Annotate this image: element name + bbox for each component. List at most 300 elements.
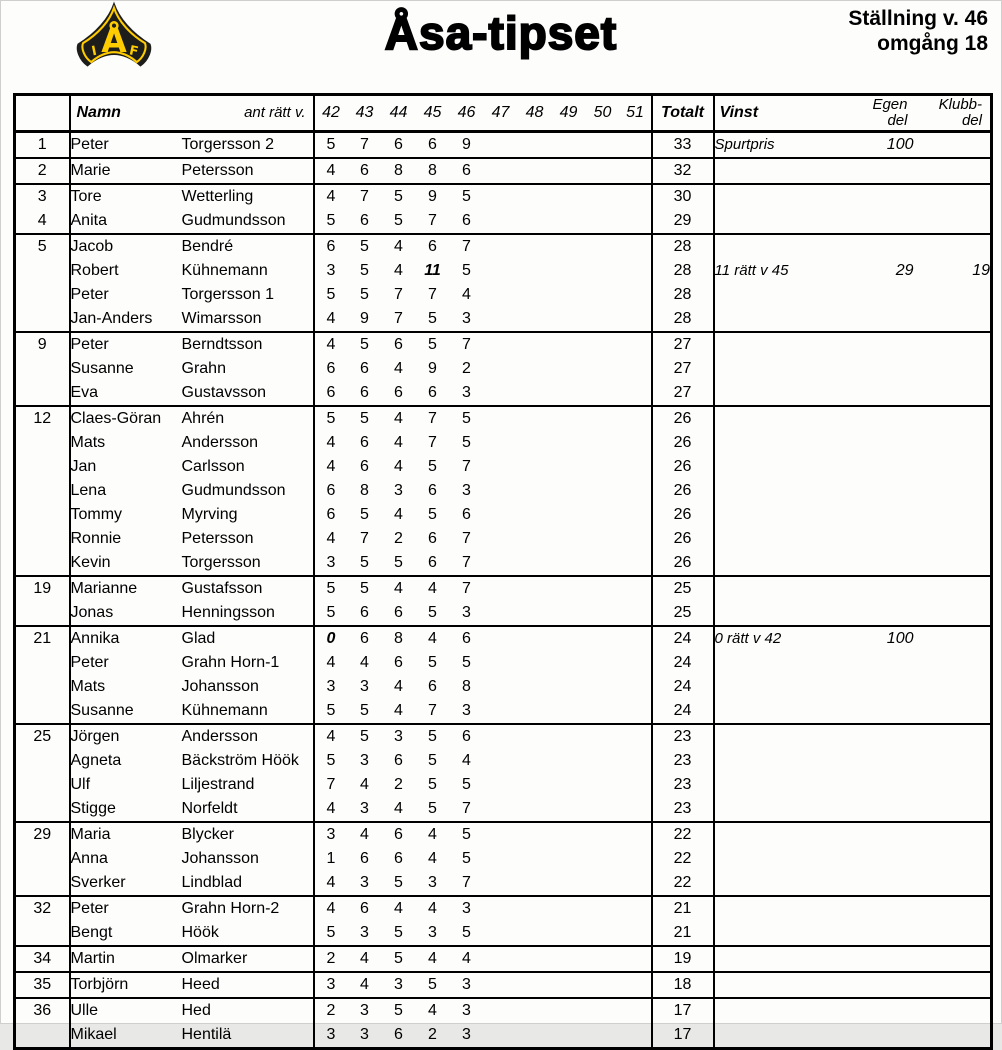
- week-score-cell: 6: [394, 654, 403, 671]
- week-score-cell: [552, 503, 586, 527]
- week-score-cell: 6: [394, 850, 403, 867]
- week-score-cell: 5: [348, 576, 382, 601]
- table-row: [15, 675, 992, 699]
- week-score-cell: [620, 158, 652, 184]
- table-row: [15, 234, 992, 259]
- week-score-cell: 6: [450, 724, 484, 749]
- week-score-cell: 3: [360, 924, 369, 941]
- rank-cell: [15, 797, 70, 822]
- egen-del-cell: [844, 455, 914, 479]
- week-score-cell: [620, 406, 652, 431]
- week-score-cell: 6: [360, 434, 369, 451]
- egen-del-cell: [844, 921, 914, 946]
- total-cell: 24: [652, 699, 714, 724]
- klubb-del-cell: [914, 651, 992, 675]
- week-score-cell: 7: [348, 184, 382, 209]
- week-score-cell: [552, 332, 586, 357]
- week-score-cell: [586, 773, 620, 797]
- rank-cell: 19: [15, 576, 70, 601]
- last-name-cell: Andersson: [182, 724, 314, 749]
- klubb-del-cell: 19: [972, 262, 990, 279]
- rank-cell: [15, 847, 70, 871]
- week-score-cell: [484, 357, 518, 381]
- table-row: [15, 998, 992, 1023]
- logo-right-letter: F: [127, 43, 140, 60]
- week-score-cell: [620, 381, 652, 406]
- first-name-cell: Maria: [70, 822, 182, 847]
- total-cell: 23: [652, 773, 714, 797]
- table-row: [15, 946, 992, 972]
- table-row: [15, 406, 992, 431]
- egen-del-cell: [844, 332, 914, 357]
- vinst-cell: [714, 651, 844, 675]
- first-name-cell: Claes-Göran: [70, 406, 182, 431]
- first-name-cell: Mikael: [70, 1026, 117, 1043]
- last-name-cell: Myrving: [182, 503, 314, 527]
- week-score-cell: 1: [326, 850, 336, 867]
- week-score-cell: 9: [416, 184, 450, 209]
- week-score-cell: 3: [326, 678, 336, 695]
- week-score-cell: 4: [382, 234, 416, 259]
- klubb-del-cell: [914, 1023, 992, 1049]
- week-score-cell: 5: [428, 776, 437, 793]
- week-score-cell: 4: [462, 752, 471, 769]
- last-name-cell: Grahn: [182, 357, 314, 381]
- week-score-cell: [484, 431, 518, 455]
- first-name-cell: Ronnie: [70, 530, 122, 547]
- week-score-cell: [620, 946, 652, 972]
- first-name-cell: Bengt: [70, 924, 113, 941]
- week-score-cell: [518, 431, 552, 455]
- vinst-cell: [714, 283, 844, 307]
- rank-cell: 34: [15, 946, 70, 972]
- week-score-cell: [484, 797, 518, 822]
- week-score-cell: 6: [416, 234, 450, 259]
- rank-cell: [15, 601, 70, 626]
- egen-del-cell: [844, 234, 914, 259]
- week-score-cell: 4: [360, 654, 369, 671]
- last-name-cell: Hed: [182, 998, 314, 1023]
- table-row: [15, 651, 992, 675]
- last-name-cell: Henningsson: [182, 601, 314, 626]
- header-week: 50: [586, 95, 620, 132]
- week-score-cell: [518, 724, 552, 749]
- first-name-cell: Marianne: [70, 576, 182, 601]
- week-score-cell: [518, 503, 552, 527]
- first-name-cell: Anita: [70, 212, 107, 229]
- total-cell: 32: [652, 158, 714, 184]
- first-name-cell: Peter: [70, 286, 109, 303]
- first-name-cell: Peter: [70, 332, 182, 357]
- week-score-cell: [586, 601, 620, 626]
- egen-del-cell: [844, 381, 914, 406]
- table-row: [15, 132, 992, 159]
- first-name-cell: Jörgen: [70, 724, 182, 749]
- vinst-cell: [714, 184, 844, 209]
- first-name-cell: Lena: [70, 482, 107, 499]
- week-score-cell: 4: [416, 626, 450, 651]
- week-score-cell: 4: [314, 332, 348, 357]
- week-score-cell: 5: [394, 212, 403, 229]
- table-row: [15, 822, 992, 847]
- week-score-cell: [518, 972, 552, 998]
- week-score-cell: 4: [314, 158, 348, 184]
- week-score-cell: 8: [416, 158, 450, 184]
- last-name-cell: Grahn Horn-1: [182, 651, 314, 675]
- week-score-cell: 6: [416, 132, 450, 159]
- week-score-cell: 3: [462, 604, 471, 621]
- table-row: [15, 527, 992, 551]
- week-score-cell: 5: [462, 262, 471, 279]
- week-score-cell: [586, 847, 620, 871]
- klubb-del-cell: [914, 431, 992, 455]
- week-score-cell: 5: [348, 332, 382, 357]
- total-cell: 28: [652, 234, 714, 259]
- total-cell: 23: [652, 797, 714, 822]
- egen-del-cell: [844, 871, 914, 896]
- egen-del-cell: [844, 307, 914, 332]
- week-score-cell: 5: [394, 554, 403, 571]
- week-score-cell: [620, 332, 652, 357]
- standing-meta: [848, 6, 988, 56]
- week-score-cell: 8: [462, 678, 471, 695]
- week-score-cell: 5: [428, 604, 437, 621]
- week-score-cell: 6: [348, 626, 382, 651]
- week-score-cell: [620, 601, 652, 626]
- week-score-cell: 7: [394, 286, 403, 303]
- first-name-cell: Jacob: [70, 234, 182, 259]
- week-score-cell: [586, 503, 620, 527]
- week-score-cell: [552, 551, 586, 576]
- week-score-cell: [484, 381, 518, 406]
- week-score-cell: [620, 479, 652, 503]
- egen-del-cell: 100: [844, 132, 914, 159]
- week-score-cell: [484, 307, 518, 332]
- week-score-cell: 4: [416, 822, 450, 847]
- vinst-cell: [714, 357, 844, 381]
- week-score-cell: 4: [394, 678, 403, 695]
- week-score-cell: 4: [394, 262, 403, 279]
- week-score-cell: 7: [450, 234, 484, 259]
- week-score-cell: 6: [428, 482, 437, 499]
- rank-cell: 36: [15, 998, 70, 1023]
- week-score-cell: [620, 626, 652, 651]
- week-score-cell: 5: [348, 724, 382, 749]
- egen-del-cell: [844, 797, 914, 822]
- vinst-cell: [714, 847, 844, 871]
- week-score-cell: [518, 749, 552, 773]
- week-score-cell: 4: [326, 310, 336, 327]
- egen-del-cell: [844, 946, 914, 972]
- first-name-cell: Tommy: [70, 506, 123, 523]
- klubb-del-cell: [914, 675, 992, 699]
- week-score-cell: 5: [428, 752, 437, 769]
- total-cell: 33: [652, 132, 714, 159]
- table-body: [15, 132, 992, 1049]
- week-score-cell: [552, 773, 586, 797]
- week-score-cell: 2: [394, 530, 403, 547]
- total-cell: 29: [652, 209, 714, 234]
- week-score-cell: 5: [326, 924, 336, 941]
- week-score-cell: [518, 797, 552, 822]
- week-score-cell: 5: [348, 406, 382, 431]
- week-score-cell: 6: [450, 158, 484, 184]
- week-score-cell: [552, 651, 586, 675]
- rank-cell: 35: [15, 972, 70, 998]
- last-name-cell: Andersson: [182, 431, 314, 455]
- week-score-cell: [518, 479, 552, 503]
- vinst-cell: [714, 797, 844, 822]
- total-cell: 24: [652, 675, 714, 699]
- week-score-cell: [620, 699, 652, 724]
- week-score-cell: 7: [394, 310, 403, 327]
- last-name-cell: Wetterling: [182, 184, 314, 209]
- header-vinst: Vinst: [714, 95, 844, 132]
- total-cell: 22: [652, 847, 714, 871]
- week-score-cell: 6: [382, 332, 416, 357]
- week-score-cell: [484, 699, 518, 724]
- week-score-cell: 6: [394, 1026, 403, 1043]
- egen-del-cell: [844, 651, 914, 675]
- week-score-cell: [586, 797, 620, 822]
- week-score-cell: 4: [348, 822, 382, 847]
- week-score-cell: [620, 184, 652, 209]
- header-week: 49: [552, 95, 586, 132]
- rank-cell: 1: [15, 132, 70, 159]
- total-cell: 23: [652, 724, 714, 749]
- week-score-cell: [586, 455, 620, 479]
- table-row: [15, 921, 992, 946]
- rank-cell: 32: [15, 896, 70, 921]
- egen-del-cell: [844, 576, 914, 601]
- vinst-cell: [714, 675, 844, 699]
- week-score-cell: [552, 1023, 586, 1049]
- first-name-cell: Marie: [70, 158, 182, 184]
- vinst-cell: [714, 381, 844, 406]
- week-score-cell: 5: [382, 946, 416, 972]
- week-score-cell: [484, 1023, 518, 1049]
- vinst-cell: [714, 307, 844, 332]
- week-score-cell: 5: [360, 286, 369, 303]
- rank-cell: 29: [15, 822, 70, 847]
- week-score-cell: [484, 847, 518, 871]
- week-score-cell: 5: [326, 752, 336, 769]
- vinst-cell: [714, 972, 844, 998]
- week-score-cell: 7: [462, 874, 471, 891]
- week-score-cell: 6: [394, 604, 403, 621]
- week-score-cell: 6: [360, 850, 369, 867]
- week-score-cell: 7: [360, 530, 369, 547]
- week-score-cell: 3: [360, 800, 369, 817]
- vinst-cell: [714, 551, 844, 576]
- week-score-cell: 2: [394, 776, 403, 793]
- week-score-cell: 3: [326, 262, 336, 279]
- rank-cell: [15, 527, 70, 551]
- week-score-cell: 4: [382, 896, 416, 921]
- week-score-cell: 6: [314, 234, 348, 259]
- egen-del-cell: [844, 896, 914, 921]
- week-score-cell: 3: [462, 482, 471, 499]
- week-score-cell: [586, 479, 620, 503]
- week-score-cell: 4: [462, 286, 471, 303]
- first-name-cell: Jan: [70, 458, 97, 475]
- vinst-cell: [714, 209, 844, 234]
- rank-cell: [15, 503, 70, 527]
- week-score-cell: 11: [424, 262, 441, 279]
- rank-cell: [15, 381, 70, 406]
- last-name-cell: Torgersson 1: [182, 283, 314, 307]
- week-score-cell: [484, 896, 518, 921]
- week-score-cell: 6: [348, 158, 382, 184]
- first-name-cell: Annika: [70, 626, 182, 651]
- egen-del-cell: [844, 158, 914, 184]
- rank-cell: [15, 699, 70, 724]
- total-cell: 23: [652, 749, 714, 773]
- week-score-cell: [552, 946, 586, 972]
- table-row: [15, 626, 992, 651]
- week-score-cell: 8: [382, 158, 416, 184]
- week-score-cell: [552, 724, 586, 749]
- week-score-cell: [518, 651, 552, 675]
- logo-main-letter: Å: [101, 21, 127, 60]
- klubb-del-cell: [914, 132, 992, 159]
- week-score-cell: 4: [326, 654, 336, 671]
- egen-del-cell: [844, 773, 914, 797]
- week-score-cell: 4: [314, 184, 348, 209]
- klubb-del-cell: [914, 896, 992, 921]
- total-cell: 24: [652, 651, 714, 675]
- klubb-del-cell: [914, 699, 992, 724]
- week-score-cell: [518, 332, 552, 357]
- week-score-cell: [620, 283, 652, 307]
- week-score-cell: 4: [348, 946, 382, 972]
- total-cell: 28: [652, 307, 714, 332]
- header-week: 43: [348, 95, 382, 132]
- week-score-cell: 6: [462, 506, 471, 523]
- rank-cell: 2: [15, 158, 70, 184]
- week-score-cell: 6: [394, 384, 403, 401]
- week-score-cell: [484, 946, 518, 972]
- table-row: [15, 797, 992, 822]
- week-score-cell: 5: [326, 702, 336, 719]
- page-title: Åsa-tipset: [384, 7, 618, 59]
- klubb-del-cell: [914, 797, 992, 822]
- week-score-cell: 4: [326, 434, 336, 451]
- week-score-cell: [552, 601, 586, 626]
- egen-del-cell: [844, 357, 914, 381]
- week-score-cell: 3: [462, 384, 471, 401]
- klubb-del-cell: [914, 724, 992, 749]
- week-score-cell: 6: [428, 530, 437, 547]
- rank-cell: [15, 307, 70, 332]
- rank-cell: 12: [15, 406, 70, 431]
- last-name-cell: Lindblad: [182, 871, 314, 896]
- week-score-cell: [586, 998, 620, 1023]
- week-score-cell: 5: [428, 506, 437, 523]
- week-score-cell: [586, 259, 620, 283]
- last-name-cell: Kühnemann: [182, 699, 314, 724]
- first-name-cell: Kevin: [70, 554, 111, 571]
- week-score-cell: 4: [394, 434, 403, 451]
- week-score-cell: [586, 749, 620, 773]
- week-score-cell: [518, 626, 552, 651]
- week-score-cell: 5: [314, 406, 348, 431]
- week-score-cell: [586, 626, 620, 651]
- klubb-del-cell: [914, 822, 992, 847]
- week-score-cell: [552, 132, 586, 159]
- week-score-cell: [518, 184, 552, 209]
- week-score-cell: 5: [416, 972, 450, 998]
- egen-del-cell: [844, 551, 914, 576]
- week-score-cell: 4: [416, 946, 450, 972]
- week-score-cell: [484, 209, 518, 234]
- week-score-cell: [620, 651, 652, 675]
- week-score-cell: 4: [382, 406, 416, 431]
- total-cell: 26: [652, 551, 714, 576]
- vinst-cell: [714, 1023, 844, 1049]
- klubb-del-cell: [914, 332, 992, 357]
- table-row: [15, 601, 992, 626]
- last-name-cell: Gustavsson: [182, 381, 314, 406]
- rank-cell: [15, 871, 70, 896]
- first-name-cell: Peter: [70, 132, 182, 159]
- week-score-cell: [586, 1023, 620, 1049]
- week-score-cell: [518, 234, 552, 259]
- week-score-cell: [586, 307, 620, 332]
- week-score-cell: [552, 381, 586, 406]
- table-row: [15, 699, 992, 724]
- first-name-cell: Eva: [70, 384, 99, 401]
- week-score-cell: [552, 699, 586, 724]
- last-name-cell: Berndtsson: [182, 332, 314, 357]
- week-score-cell: [484, 132, 518, 159]
- week-score-cell: [484, 773, 518, 797]
- week-score-cell: 4: [326, 800, 336, 817]
- klubb-del-cell: [914, 357, 992, 381]
- week-score-cell: [552, 797, 586, 822]
- week-score-cell: [484, 527, 518, 551]
- table-row: [15, 503, 992, 527]
- vinst-cell: [714, 234, 844, 259]
- week-score-cell: [620, 998, 652, 1023]
- week-score-cell: 7: [326, 776, 336, 793]
- week-score-cell: 6: [428, 678, 437, 695]
- week-score-cell: 7: [462, 458, 471, 475]
- week-score-cell: 3: [450, 896, 484, 921]
- week-score-cell: 5: [326, 212, 336, 229]
- week-score-cell: 6: [360, 212, 369, 229]
- table-row: [15, 896, 992, 921]
- klubb-del-cell: [914, 998, 992, 1023]
- week-score-cell: 4: [394, 458, 403, 475]
- table-row: [15, 431, 992, 455]
- week-score-cell: 4: [450, 946, 484, 972]
- total-cell: 18: [652, 972, 714, 998]
- week-score-cell: [586, 234, 620, 259]
- week-score-cell: 7: [450, 576, 484, 601]
- first-name-cell: Susanne: [70, 702, 134, 719]
- week-score-cell: [484, 503, 518, 527]
- week-score-cell: [518, 527, 552, 551]
- week-score-cell: 4: [394, 506, 403, 523]
- week-score-cell: 5: [416, 332, 450, 357]
- week-score-cell: [484, 551, 518, 576]
- week-score-cell: [552, 972, 586, 998]
- week-score-cell: [586, 972, 620, 998]
- egen-del-cell: [844, 724, 914, 749]
- table-row: [15, 972, 992, 998]
- week-score-cell: [620, 209, 652, 234]
